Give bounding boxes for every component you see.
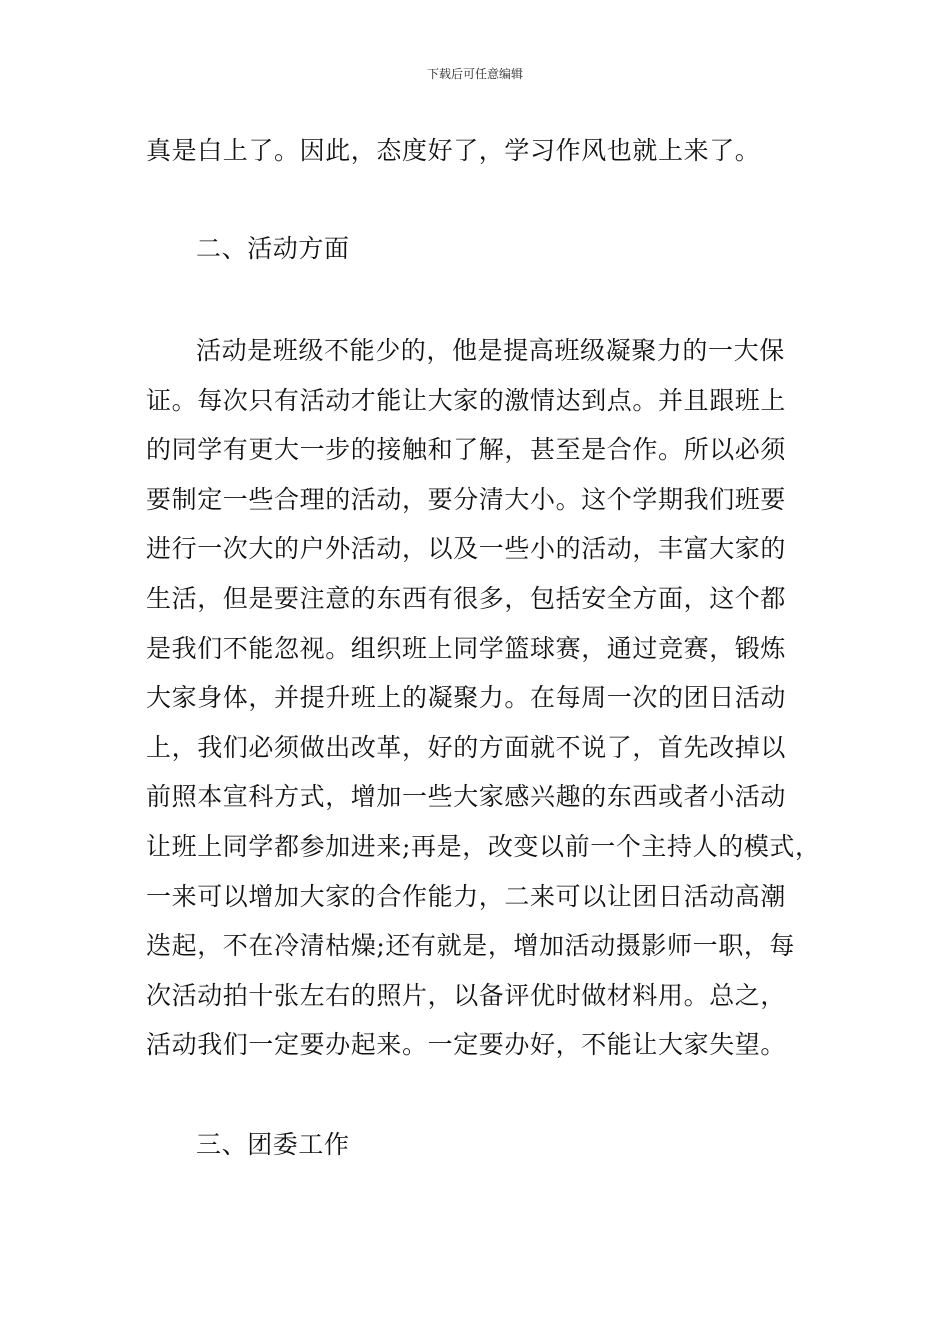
paragraph-line: 迭起，不在冷清枯燥;还有就是，增加活动摄影师一职，每	[146, 931, 796, 961]
paragraph-line: 次活动拍十张左右的照片，以备评优时做材料用。总之，	[146, 980, 787, 1010]
opening-paragraph	[146, 126, 806, 176]
paragraph-line: 上，我们必须做出改革，好的方面就不说了，首先改掉以	[146, 732, 787, 762]
paragraph-line: 进行一次大的户外活动，以及一些小的活动，丰富大家的	[146, 534, 787, 564]
paragraph-line: 真是白上了。因此，态度好了，学习作风也就上来了。	[146, 136, 761, 165]
activities-paragraph	[146, 326, 821, 1070]
paragraph-line: 活动是班级不能少的，他是提高班级凝聚力的一大保	[196, 336, 785, 365]
paragraph-line: 生活，但是要注意的东西有很多，包括安全方面，这个都	[146, 583, 787, 613]
paragraph-line: 一来可以增加大家的合作能力，二来可以让团日活动高潮	[146, 881, 787, 911]
paragraph-line: 的同学有更大一步的接触和了解，甚至是合作。所以必须	[146, 435, 787, 465]
paragraph-line: 活动我们一定要办起来。一定要办好，不能让大家失望。	[146, 1030, 787, 1060]
paragraph-line: 前照本宣科方式，增加一些大家感兴趣的东西或者小活动	[146, 782, 787, 812]
paragraph-line: 是我们不能忽视。组织班上同学篮球赛，通过竞赛，锻炼	[146, 633, 787, 663]
paragraph-line: 大家身体，并提升班上的凝聚力。在每周一次的团日活动	[146, 683, 787, 713]
section-heading-league-committee: 三、团委工作	[196, 1130, 350, 1159]
paragraph-line: 证。每次只有活动才能让大家的激情达到点。并且跟班上	[146, 385, 787, 415]
paragraph-line: 要制定一些合理的活动，要分清大小。这个学期我们班要	[146, 484, 787, 514]
page-header: 下载后可任意编辑	[426, 67, 523, 81]
paragraph-line: 让班上同学都参加进来;再是，改变以前一个主持人的模式，	[146, 831, 821, 861]
section-heading-activities: 二、活动方面	[196, 234, 350, 263]
